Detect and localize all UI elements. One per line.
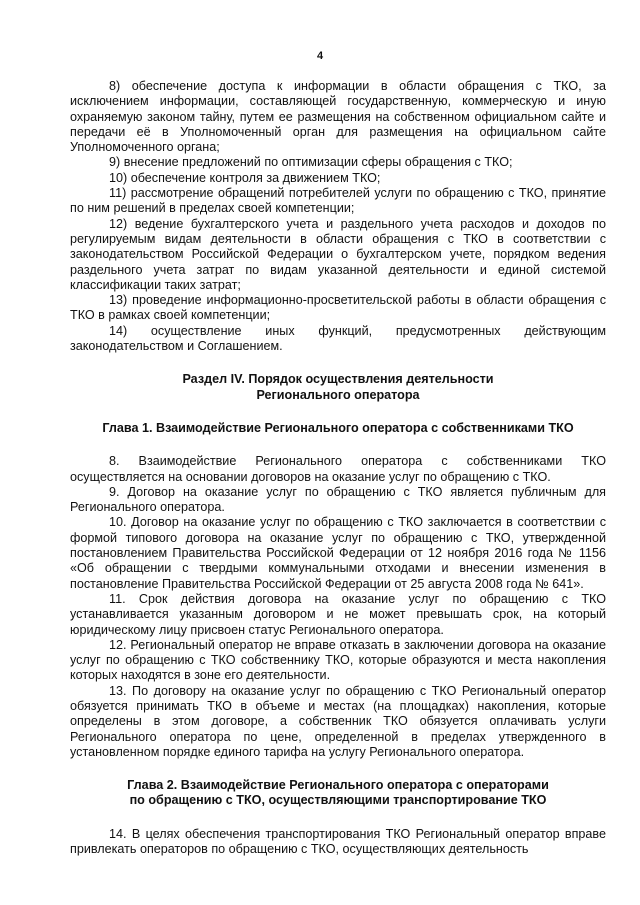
chapter-1-title: Глава 1. Взаимодействие Регионального оператора с собственниками ТКО bbox=[102, 420, 574, 435]
list-item: 11) рассмотрение обращений потребителей услуги по обращению с ТКО, принятие по ним решений в пределах своей компетенции; bbox=[70, 186, 606, 216]
section-heading bbox=[70, 372, 606, 403]
section-heading-line-1: Раздел IV. Порядок осуществления деятельности bbox=[182, 372, 494, 387]
section-heading-line-2: Регионального оператора bbox=[256, 387, 420, 402]
list-item: 8) обеспечение доступа к информации в области обращения с ТКО, за исключением информации, составляющей государственную, коммерческую и иную охраняемую законом тайну, путем ее размещения на собственном официальном сайте и передачи её в Уполномоченный орган для размещения на официальном сайте Уполномоченного органа; bbox=[70, 79, 606, 155]
list-item: 13) проведение информационно-просветительской работы в области обращения с ТКО в рамках своей компетенции; bbox=[70, 293, 606, 323]
list-item: 9) внесение предложений по оптимизации сферы обращения с ТКО; bbox=[109, 155, 513, 170]
list-item: 10) обеспечение контроля за движением ТКО; bbox=[109, 170, 381, 185]
paragraph: 12. Региональный оператор не вправе отказать в заключении договора на оказание услуг по обращению с ТКО собственнику ТКО, которые образуются и места накопления которых находятся в зоне его деятельности. bbox=[70, 637, 606, 683]
document-body bbox=[70, 79, 606, 857]
page-number: 4 bbox=[316, 50, 324, 62]
chapter-2-title bbox=[70, 778, 606, 809]
paragraph: 10. Договор на оказание услуг по обращению с ТКО заключается в соответствии с формой типового договора на оказание услуг по обращению с ТКО, утвержденной постановлением Правительства Российской Федерации от 12 ноября 2016 года № 1156 «Об обращении с твердыми коммунальными отходами и внесении изменения в постановление Правительства Российской Федерации от 25 августа 2008 года № 641». bbox=[70, 515, 606, 591]
paragraph: 14. В целях обеспечения транспортирования ТКО Региональный оператор вправе привлекать операторов по обращению с ТКО, осуществляющих деятельность bbox=[70, 826, 606, 857]
paragraph: 9. Договор на оказание услуг по обращению с ТКО является публичным для Регионального оператора. bbox=[70, 484, 606, 515]
functions-list bbox=[70, 79, 606, 354]
list-item: 14) осуществление иных функций, предусмотренных действующим законодательством и Соглашением. bbox=[70, 323, 606, 354]
chapter-2-body bbox=[70, 827, 606, 858]
paragraph: 8. Взаимодействие Регионального оператора с собственниками ТКО осуществляется на основании договоров на оказание услуг по обращению с ТКО. bbox=[70, 454, 606, 484]
paragraph: 13. По договору на оказание услуг по обращению с ТКО Региональный оператор обязуется принимать ТКО в объеме и местах (на площадках) накопления, которые определены в этом договоре, а собственник ТКО обязуется оплачивать услуги Регионального оператора по цене, определенной в пределах утвержденного в установленном порядке единого тарифа на услугу Регионального оператора. bbox=[70, 683, 606, 759]
paragraph: 11. Срок действия договора на оказание услуг по обращению с ТКО устанавливается указанным договором и не может превышать срок, на который юридическому лицу присвоен статус Регионального оператора. bbox=[70, 591, 606, 637]
list-item: 12) ведение бухгалтерского учета и раздельного учета расходов и доходов по регулируемым видам деятельности в области обращения с ТКО в соответствии с законодательством Российской Федерации о бухгалтерском учете, порядком ведения раздельного учета затрат по видам указанной деятельности и единой системой классификации таких затрат; bbox=[70, 216, 606, 292]
chapter-1-body bbox=[70, 454, 606, 760]
chapter-2-title-line-2: по обращению с ТКО, осуществляющими транспортирование ТКО bbox=[129, 793, 547, 808]
chapter-2-title-line-1: Глава 2. Взаимодействие Регионального оператора с операторами bbox=[127, 778, 549, 793]
